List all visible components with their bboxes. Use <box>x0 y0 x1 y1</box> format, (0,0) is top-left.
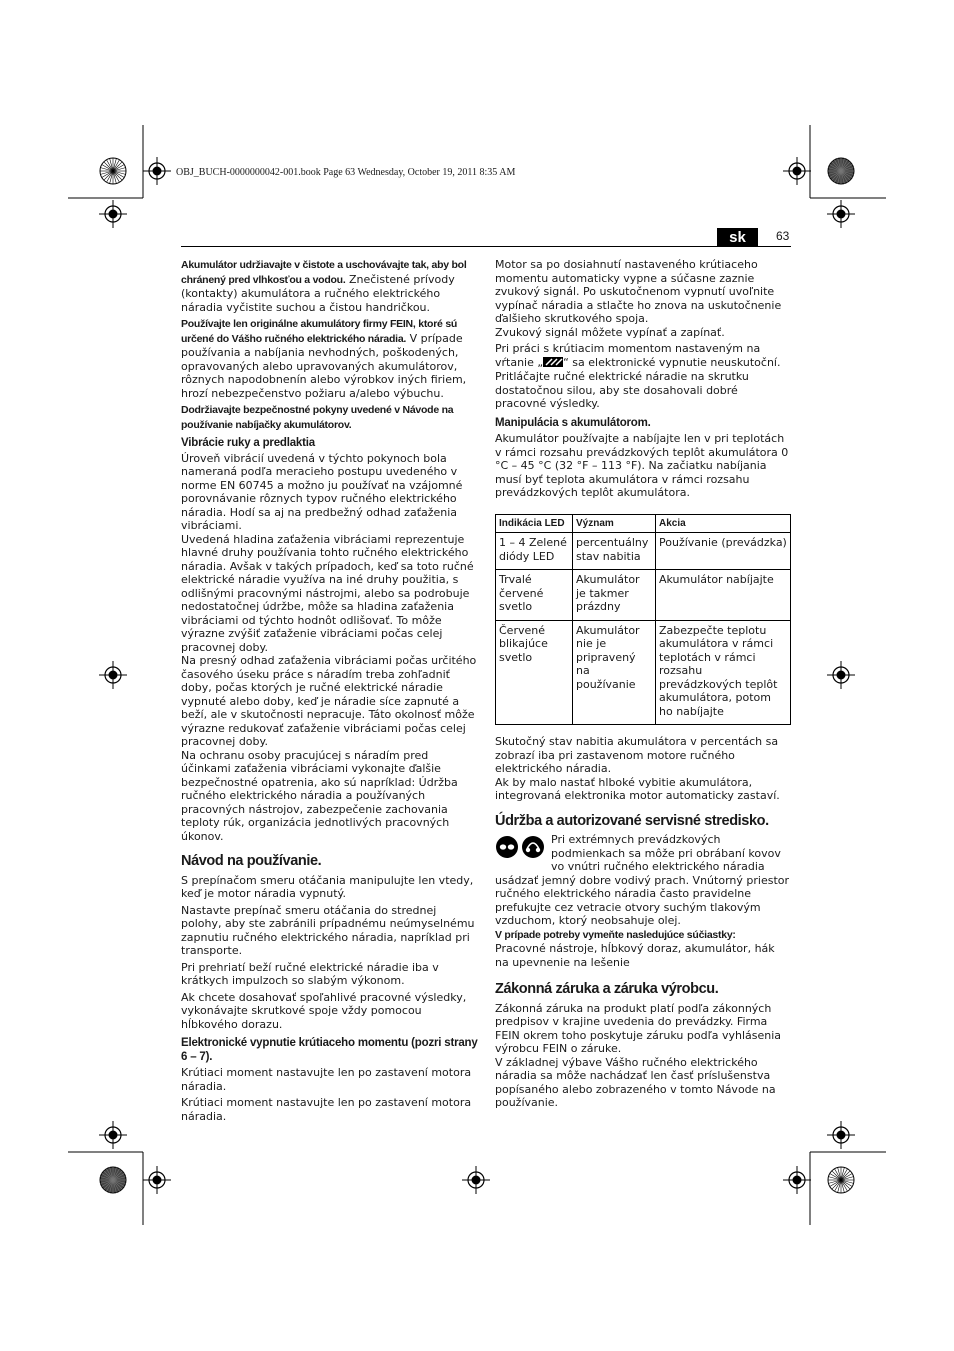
paragraph: Na ochranu osoby pracujúcej s náradím pred účinkami zaťaženia vibráciami vykonajte ďalšie bezpečnostné opatrenia, ako sú napríklad: Údržba ručného elektrického náradia a používaných pracovných nástrojov, zabezpečenie zachovania teploty rúk, organizácia jednotlivých pracovných úkonov. <box>181 748 458 843</box>
registration-mark-icon <box>99 661 127 689</box>
paragraph <box>181 317 478 400</box>
paragraph: Pri prehriatí beží ručné elektrické náradie iba v krátkych impulzoch so slabým výkonom. <box>181 960 439 987</box>
bold-lead: Akumulátor udržiavajte v čistote a uschovávajte tak, aby bol chránený pred vlhkosťou a vodou. <box>181 259 467 286</box>
paragraph: Pracovné nástroje, hĺbkový doraz, akumulátor, hák na upevnenie na lešenie <box>495 942 775 969</box>
color-wheel-mark <box>828 158 854 184</box>
torque-heading: Elektronické vypnutie krútiaceho momentu (pozri strany 6 – 7). <box>181 1037 478 1063</box>
text: Pri práci s krútiacim momentom nastaveným na vŕtanie „ <box>495 342 761 369</box>
bold-lead: Používajte len originálne akumulátory firmy FEIN, ktoré sú určené do Vášho ručného elektrického náradia. <box>181 318 458 345</box>
paragraph: Uvedená hladina zaťaženia vibráciami reprezentuje hlavné druhy používania tohto ručného elektrického náradia. Avšak v takých prípadoch, keď sa toto ručné elektrické náradie využíva na iné druhy použitia, s odlišnými pracovnými nástrojmi, alebo sa podrobuje nedostatočnej údržbe, môže sa hladina zaťaženia vibráciami od týchto hodnôt odlišovať. To môže výrazne zvýšiť zaťaženie vibráciami počas celej pracovnej doby. <box>181 532 474 654</box>
registration-mark-icon <box>143 157 171 185</box>
usage-heading: Návod na používanie. <box>181 853 322 869</box>
page-number: 63 <box>776 229 790 243</box>
column-header: Akcia <box>656 514 791 533</box>
paragraph: V základnej výbave Vášho ručného elektrického náradia sa môže nachádzať len časť príslušenstva popísaného alebo zobrazeného v tomto Návode na používanie. <box>495 1055 776 1109</box>
text: Pri extrémnych prevádzkových podmienkach sa môže pri obrábaní kovov vo vnútri ručného elektrického náradia usádzať jemný dobre vodivý prach. Vnútorný priestor ručného elektrického náradia často pravidelne prefukujte cez vetracie otvory suchým tlakovým vzduchom, ktorý neobsahuje olej. <box>495 833 790 927</box>
goggles-icon <box>496 836 518 858</box>
paragraph: Ak by malo nastať hlboké vybitie akumulátora, integrovaná elektronika motor automaticky zastaví. <box>495 775 780 802</box>
paragraph: Nastavte prepínač smeru otáčania do strednej polohy, aby ste zabránili prípadnému neúmyselnému zapnutiu ručného elektrického náradia, napríklad pri transporte. <box>181 903 475 957</box>
vibration-heading: Vibrácie ruky a predlaktia <box>181 437 315 449</box>
color-wheel-mark <box>828 1167 854 1193</box>
paragraph: Akumulátor používajte a nabíjajte len v pri teplotách v rámci rozsahu prevádzkových teplôt akumulátora 0 °C – 45 °C (32 °F – 113 °F). Na začiatku nabíjania musí byť teplota akumulátora v rámci rozsahu prevádzkových teplôt akumulátora. <box>495 432 789 499</box>
paragraph <box>495 342 791 370</box>
led-table <box>495 514 791 726</box>
battery-heading: Manipulácia s akumulátorom. <box>495 416 651 429</box>
paragraph: Ak chcete dosahovať spoľahlivé pracovné výsledky, vykonávajte skrutkové spoje vždy pomocou hĺbkového dorazu. <box>181 990 467 1031</box>
language-tab: sk <box>717 228 758 247</box>
registration-mark-icon <box>827 1121 855 1149</box>
table-cell: Akumulátor je takmer prázdny <box>573 570 656 621</box>
paragraph: Zvukový signál môžete vypínať a zapínať. <box>495 325 725 339</box>
table-cell: Používanie (prevádzka) <box>656 533 791 570</box>
paragraph: Krútiaci moment nastavujte len po zastavení motora náradia. <box>181 1066 472 1093</box>
table-cell: Červené blikajúce svetlo <box>496 620 573 725</box>
table-header-row <box>496 514 791 533</box>
service-subheading: V prípade potreby vymeňte nasledujúce súčiastky: <box>495 928 736 941</box>
registration-mark-icon <box>99 1121 127 1149</box>
right-column <box>495 258 791 1113</box>
warranty-heading: Zákonná záruka a záruka výrobcu. <box>495 981 719 997</box>
paragraph: Pritláčajte ručné elektrické náradie na skrutku dostatočnou silou, aby ste dosahovali dobré pracovné výsledky. <box>495 370 749 410</box>
table-cell: percentuálny stav nabitia <box>573 533 656 570</box>
paragraph: Motor sa po dosiahnutí nastaveného krútiaceho momentu automaticky vypne a súčasne zaznie zvukový signál. Po uskutočnenom vypnutí uvoľnite vypínač náradia a stlačte ho znova na uskutočnenie ďalšieho skrutkového spoja. <box>495 258 782 325</box>
table-row <box>496 620 791 725</box>
registration-mark-icon <box>99 200 127 228</box>
text: V prípade používania a nabíjania nevhodných, poškodených, opravovaných alebo upravovaných akumulátorov, rôznych napodobnenín alebo výrobkov iných firiem, hrozí nebezpečenstvo požiaru a/alebo výbuchu. <box>181 331 467 400</box>
registration-mark-icon <box>827 661 855 689</box>
color-wheel-mark <box>100 1167 126 1193</box>
service-heading: Údržba a autorizované servisné stredisko. <box>495 812 769 829</box>
safety-icons <box>495 835 547 861</box>
paragraph: S prepínačom smeru otáčania manipulujte len vtedy, keď je motor náradia vypnutý. <box>181 873 474 900</box>
table-cell: Akumulátor nabíjajte <box>656 570 791 621</box>
column-header: Význam <box>573 514 656 533</box>
registration-mark-icon <box>783 1166 811 1194</box>
registration-mark-icon <box>827 200 855 228</box>
paragraph: Krútiaci moment nastavujte len po zastavení motora náradia. <box>181 1096 472 1123</box>
paragraph: Na presný odhad zaťaženia vibráciami počas určitého časového úseku práce s náradím treba zohľadniť doby, počas ktorých je ručné elektrické náradie vypnuté alebo doby, keď je náradie síce zapnuté a beží, ale v skutočnosti nepracuje. Táto okolnosť môže výrazne redukovať zaťaženie vibráciami počas celej pracovnej doby. <box>181 654 477 748</box>
text: “ sa elektronické vypnutie neuskutoční. <box>563 355 781 369</box>
paragraph: Úroveň vibrácií uvedená v týchto pokynoch bola nameraná podľa meracieho postupu uvedeného v norme EN 60745 a možno ju používať na vzájomné porovnávanie rôznych typov ručného elektrického náradia. Hodí sa aj na predbežný odhad zaťaženia vibráciami. <box>181 451 463 532</box>
bold-lead: Dodržiavajte bezpečnostné pokyny uvedené v Návode na používanie nabíjačky akumulátorov. <box>181 404 454 431</box>
registration-mark-icon <box>143 1166 171 1194</box>
color-wheel-mark <box>100 158 126 184</box>
table-cell: 1 – 4 Zelené diódy LED <box>496 533 573 570</box>
paragraph <box>495 833 791 928</box>
paragraph <box>181 258 478 314</box>
paragraph: Zákonná záruka na produkt platí podľa zákonných predpisov v krajine uvedenia do prevádzky. Firma FEIN okrem toho poskytuje záruku podľa vyhlásenia výrobcu FEIN o záruke. <box>495 1001 782 1055</box>
left-column <box>181 258 478 1126</box>
table-cell: Trvalé červené svetlo <box>496 570 573 621</box>
paragraph <box>181 403 478 432</box>
registration-mark-icon <box>783 157 811 185</box>
table-cell: Zabezpečte teplotu akumulátora v rámci teplotách v rámci rozsahu prevádzkových teplôt akumulátora, potom ho nabíjajte <box>656 620 791 725</box>
column-header: Indikácia LED <box>496 514 573 533</box>
ear-protection-icon <box>522 836 544 858</box>
table-cell: Akumulátor nie je pripravený na používanie <box>573 620 656 725</box>
book-slug: OBJ_BUCH-0000000042-001.book Page 63 Wednesday, October 19, 2011 8:35 AM <box>176 167 516 178</box>
table-row <box>496 570 791 621</box>
text: Znečistené prívody (kontakty) akumulátora a ručného elektrického náradia vyčistite suchou a čistou handričkou. <box>181 272 455 314</box>
registration-mark-icon <box>462 1166 490 1194</box>
paragraph: Skutočný stav nabitia akumulátora v percentách sa zobrazí iba pri zastavenom motore ručného elektrického náradia. <box>495 735 779 775</box>
table-row <box>496 533 791 570</box>
drill-mode-icon <box>543 357 563 371</box>
header-rule <box>181 246 791 247</box>
